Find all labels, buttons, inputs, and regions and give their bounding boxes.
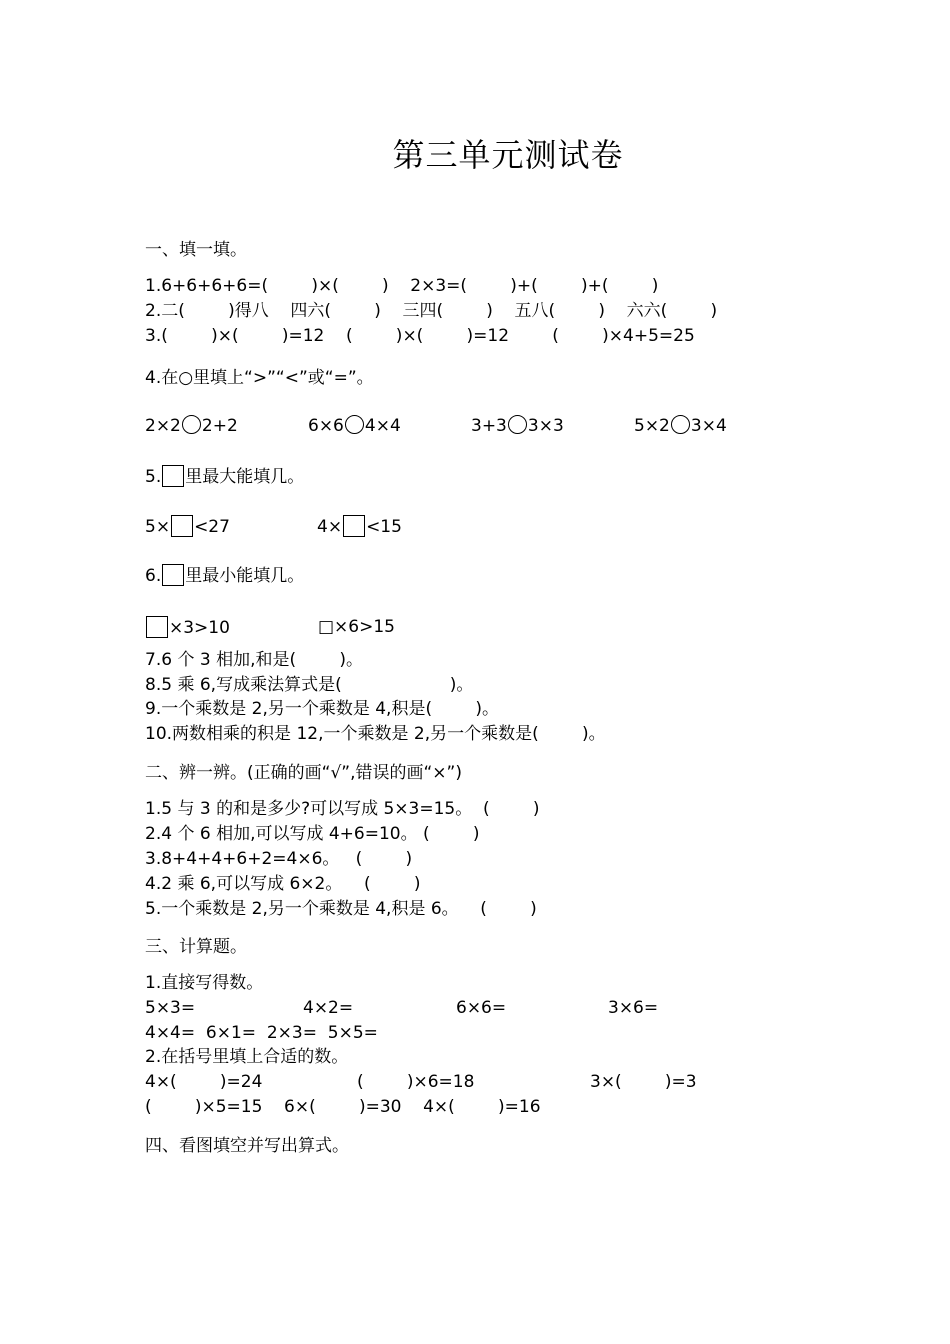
judge-item: 2.4 个 6 相加,可以写成 4+6=10。 ( ): [145, 824, 480, 844]
calc-item: 5×3=: [145, 998, 196, 1018]
question-1: 1.6+6+6+6=( )×( ) 2×3=( )+( )+( ): [145, 276, 659, 296]
question-8: 8.5 乘 6,写成乘法算式是( )。: [145, 675, 474, 695]
section3-heading: 三、计算题。: [145, 937, 247, 957]
inequality-item: ×3>10: [145, 616, 230, 639]
square-blank-icon: [162, 564, 184, 586]
judge-item: 5.一个乘数是 2,另一个乘数是 4,积是 6。 ( ): [145, 899, 537, 919]
circle-blank-icon: [671, 415, 690, 434]
calc-item: 3×6=: [608, 998, 659, 1018]
judge-item: 3.8+4+4+6+2=4×6。 ( ): [145, 849, 413, 869]
question-2: 2.二( )得八 四六( ) 三四( ) 五八( ) 六六( ): [145, 301, 718, 321]
inequality-item: 4× <15: [317, 517, 402, 537]
compare-item: 5×2 3×4: [634, 416, 727, 436]
question-5-prompt: 5. 里最大能填几。: [145, 467, 305, 487]
question-10: 10.两数相乘的积是 12,一个乘数是 2,另一个乘数是( )。: [145, 724, 606, 744]
compare-item: 3+3 3×3: [471, 416, 564, 436]
circle-blank-icon: [345, 415, 364, 434]
question-4-prompt: 4.在○里填上“>”“<”或“=”。: [145, 368, 374, 388]
fill-row-2: ( )×5=15 6×( )=30 4×( )=16: [145, 1097, 541, 1117]
question-7: 7.6 个 3 相加,和是( )。: [145, 650, 363, 670]
section4-heading: 四、看图填空并写出算式。: [145, 1136, 349, 1156]
calc-item: 4×2=: [303, 998, 354, 1018]
square-blank-icon: [343, 515, 365, 537]
square-blank-icon: [171, 515, 193, 537]
page-title: 第三单元测试卷: [392, 136, 624, 174]
section2-heading: 二、辨一辨。(正确的画“√”,错误的画“×”): [145, 763, 462, 783]
circle-blank-icon: [508, 415, 527, 434]
inequality-item: □×6>15: [318, 617, 395, 637]
inequality-item: 5× <27: [145, 517, 230, 537]
judge-item: 4.2 乘 6,可以写成 6×2。 ( ): [145, 874, 421, 894]
compare-item: 6×6 4×4: [308, 416, 401, 436]
fill-item: 3×( )=3: [590, 1072, 697, 1092]
question-9: 9.一个乘数是 2,另一个乘数是 4,积是( )。: [145, 699, 499, 719]
question-6-prompt: 6. 里最小能填几。: [145, 566, 305, 586]
calc-item: 6×6=: [456, 998, 507, 1018]
fill-item: ( )×6=18: [357, 1072, 475, 1092]
square-blank-icon: [162, 465, 184, 487]
section1-heading: 一、填一填。: [145, 240, 247, 260]
calc-row-2: 4×4= 6×1= 2×3= 5×5=: [145, 1023, 378, 1043]
calc-subheading-2: 2.在括号里填上合适的数。: [145, 1047, 349, 1067]
judge-item: 1.5 与 3 的和是多少?可以写成 5×3=15。 ( ): [145, 799, 540, 819]
compare-item: 2×2 2+2: [145, 416, 238, 436]
calc-subheading-1: 1.直接写得数。: [145, 973, 264, 993]
question-3: 3.( )×( )=12 ( )×( )=12 ( )×4+5=25: [145, 326, 695, 346]
circle-blank-icon: [182, 415, 201, 434]
fill-item: 4×( )=24: [145, 1072, 263, 1092]
square-blank-icon: [146, 616, 168, 638]
